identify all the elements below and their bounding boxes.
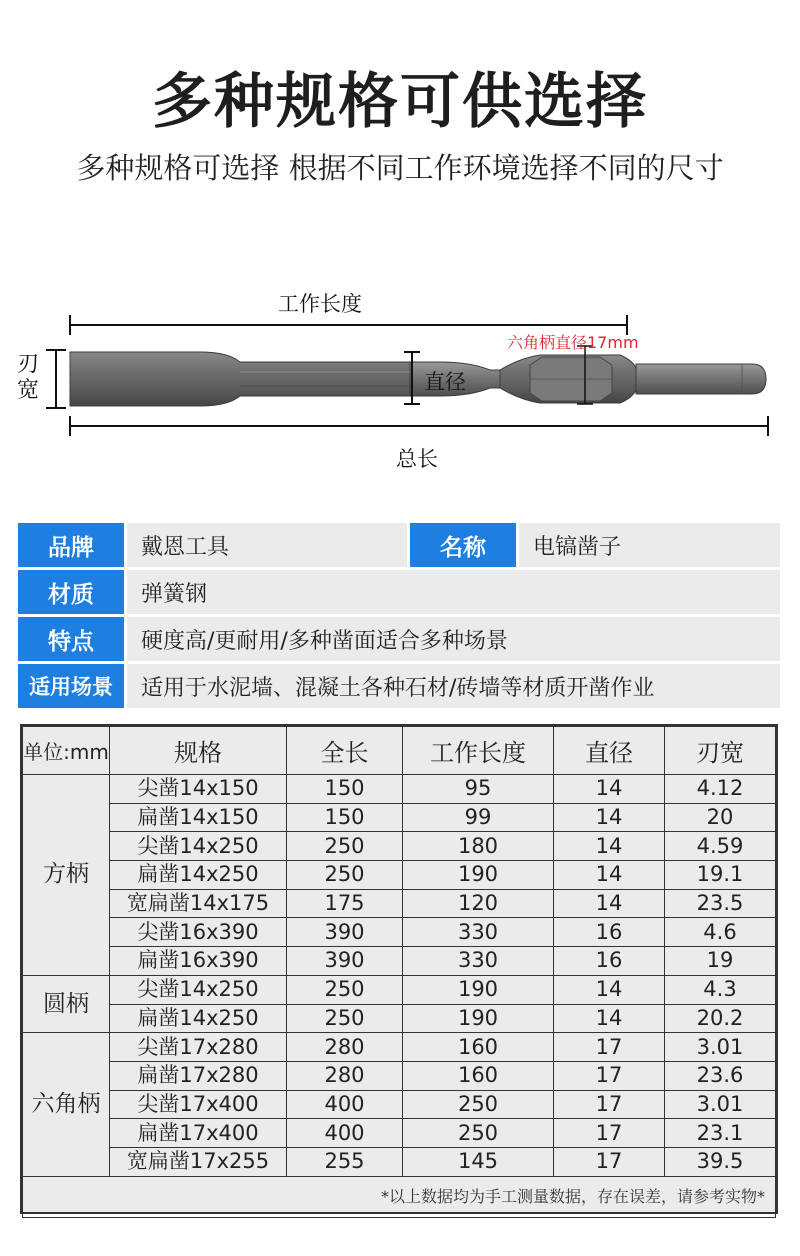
page-subtitle: 多种规格可选择 根据不同工作环境选择不同的尺寸 <box>76 151 724 185</box>
cell-total: 255 <box>287 1147 403 1176</box>
table-row <box>23 832 776 861</box>
table-row <box>23 861 776 890</box>
handle-type-cell: 六角柄 <box>23 1033 110 1176</box>
cell-spec: 宽扁凿14x175 <box>110 889 287 918</box>
cell-total: 150 <box>287 803 403 832</box>
table-body <box>23 775 776 1177</box>
cell-work: 250 <box>403 1119 554 1148</box>
header-blade: 刃宽 <box>665 727 776 775</box>
table-row <box>23 918 776 947</box>
cell-spec: 尖凿14x250 <box>110 975 287 1004</box>
table-row <box>23 1061 776 1090</box>
brand-value: 戴恩工具 <box>127 523 407 567</box>
cell-blade: 3.01 <box>665 1090 776 1119</box>
material-key: 材质 <box>18 570 124 614</box>
cell-total: 175 <box>287 889 403 918</box>
cell-total: 250 <box>287 832 403 861</box>
cell-diameter: 16 <box>554 918 665 947</box>
material-value: 弹簧钢 <box>127 570 780 614</box>
cell-diameter: 14 <box>554 832 665 861</box>
cell-blade: 4.59 <box>665 832 776 861</box>
table-note-row <box>23 1176 776 1217</box>
cell-diameter: 14 <box>554 1004 665 1033</box>
table-row <box>23 975 776 1004</box>
feature-key: 特点 <box>18 617 124 661</box>
cell-total: 400 <box>287 1090 403 1119</box>
cell-diameter: 17 <box>554 1090 665 1119</box>
cell-blade: 4.12 <box>665 775 776 804</box>
cell-spec: 扁凿17x280 <box>110 1061 287 1090</box>
cell-work: 190 <box>403 975 554 1004</box>
table-note: *以上数据均为手工测量数据，存在误差，请参考实物* <box>23 1176 776 1217</box>
cell-spec: 扁凿16x390 <box>110 947 287 976</box>
cell-total: 280 <box>287 1061 403 1090</box>
cell-work: 145 <box>403 1147 554 1176</box>
cell-blade: 19.1 <box>665 861 776 890</box>
working-length-label: 工作长度 <box>278 292 362 316</box>
name-value: 电镐凿子 <box>519 523 780 567</box>
header-work: 工作长度 <box>403 727 554 775</box>
table-row <box>23 1033 776 1062</box>
table-row <box>23 1147 776 1176</box>
cell-total: 390 <box>287 918 403 947</box>
spec-row-scene <box>18 664 780 708</box>
cell-spec: 尖凿14x150 <box>110 775 287 804</box>
cell-total: 250 <box>287 861 403 890</box>
blade-width-label: 刃宽 <box>17 352 40 403</box>
cell-total: 150 <box>287 775 403 804</box>
cell-blade: 23.1 <box>665 1119 776 1148</box>
cell-work: 120 <box>403 889 554 918</box>
cell-diameter: 14 <box>554 775 665 804</box>
cell-spec: 尖凿17x400 <box>110 1090 287 1119</box>
table-row <box>23 803 776 832</box>
page-title: 多种规格可供选择 <box>152 67 648 137</box>
hex-diameter-label: 六角柄直径17mm <box>507 333 639 352</box>
cell-diameter: 14 <box>554 861 665 890</box>
spec-row-material <box>18 570 780 614</box>
table-row <box>23 947 776 976</box>
cell-work: 99 <box>403 803 554 832</box>
size-table <box>20 724 778 1214</box>
cell-diameter: 17 <box>554 1119 665 1148</box>
table-header-row <box>23 727 776 775</box>
feature-value: 硬度高/更耐用/多种凿面适合多种场景 <box>127 617 780 661</box>
cell-work: 160 <box>403 1061 554 1090</box>
table-row <box>23 1119 776 1148</box>
cell-diameter: 14 <box>554 975 665 1004</box>
header-total: 全长 <box>287 727 403 775</box>
cell-work: 190 <box>403 1004 554 1033</box>
chisel-diagram <box>0 280 800 480</box>
handle-type-cell: 圆柄 <box>23 975 110 1032</box>
cell-work: 180 <box>403 832 554 861</box>
cell-spec: 宽扁凿17x255 <box>110 1147 287 1176</box>
cell-blade: 39.5 <box>665 1147 776 1176</box>
cell-blade: 23.6 <box>665 1061 776 1090</box>
cell-spec: 扁凿14x150 <box>110 803 287 832</box>
cell-spec: 扁凿14x250 <box>110 861 287 890</box>
size-table-grid <box>22 726 776 1218</box>
total-length-label: 总长 <box>396 447 438 471</box>
cell-total: 400 <box>287 1119 403 1148</box>
name-key: 名称 <box>410 523 516 567</box>
cell-work: 190 <box>403 861 554 890</box>
cell-spec: 尖凿16x390 <box>110 918 287 947</box>
cell-blade: 4.3 <box>665 975 776 1004</box>
header-spec: 规格 <box>110 727 287 775</box>
cell-spec: 尖凿14x250 <box>110 832 287 861</box>
table-row <box>23 775 776 804</box>
brand-key: 品牌 <box>18 523 124 567</box>
cell-diameter: 14 <box>554 803 665 832</box>
cell-diameter: 17 <box>554 1061 665 1090</box>
cell-work: 160 <box>403 1033 554 1062</box>
cell-blade: 3.01 <box>665 1033 776 1062</box>
diameter-label: 直径 <box>424 370 466 394</box>
header-unit: 单位:mm <box>23 727 110 775</box>
cell-blade: 20 <box>665 803 776 832</box>
cell-spec: 尖凿17x280 <box>110 1033 287 1062</box>
cell-diameter: 14 <box>554 889 665 918</box>
table-row <box>23 1004 776 1033</box>
cell-work: 330 <box>403 947 554 976</box>
table-row <box>23 889 776 918</box>
cell-total: 250 <box>287 1004 403 1033</box>
header-diameter: 直径 <box>554 727 665 775</box>
scene-value: 适用于水泥墙、混凝土各种石材/砖墙等材质开凿作业 <box>127 664 780 708</box>
spec-row-feature <box>18 617 780 661</box>
spec-block <box>18 523 780 711</box>
cell-blade: 20.2 <box>665 1004 776 1033</box>
cell-work: 250 <box>403 1090 554 1119</box>
cell-spec: 扁凿14x250 <box>110 1004 287 1033</box>
cell-diameter: 17 <box>554 1147 665 1176</box>
cell-total: 250 <box>287 975 403 1004</box>
scene-key: 适用场景 <box>18 664 124 708</box>
cell-blade: 23.5 <box>665 889 776 918</box>
cell-spec: 扁凿17x400 <box>110 1119 287 1148</box>
cell-diameter: 17 <box>554 1033 665 1062</box>
cell-total: 280 <box>287 1033 403 1062</box>
table-row <box>23 1090 776 1119</box>
cell-work: 330 <box>403 918 554 947</box>
cell-blade: 4.6 <box>665 918 776 947</box>
cell-diameter: 16 <box>554 947 665 976</box>
handle-type-cell: 方柄 <box>23 775 110 976</box>
cell-total: 390 <box>287 947 403 976</box>
cell-work: 95 <box>403 775 554 804</box>
spec-row-brand <box>18 523 780 567</box>
cell-blade: 19 <box>665 947 776 976</box>
